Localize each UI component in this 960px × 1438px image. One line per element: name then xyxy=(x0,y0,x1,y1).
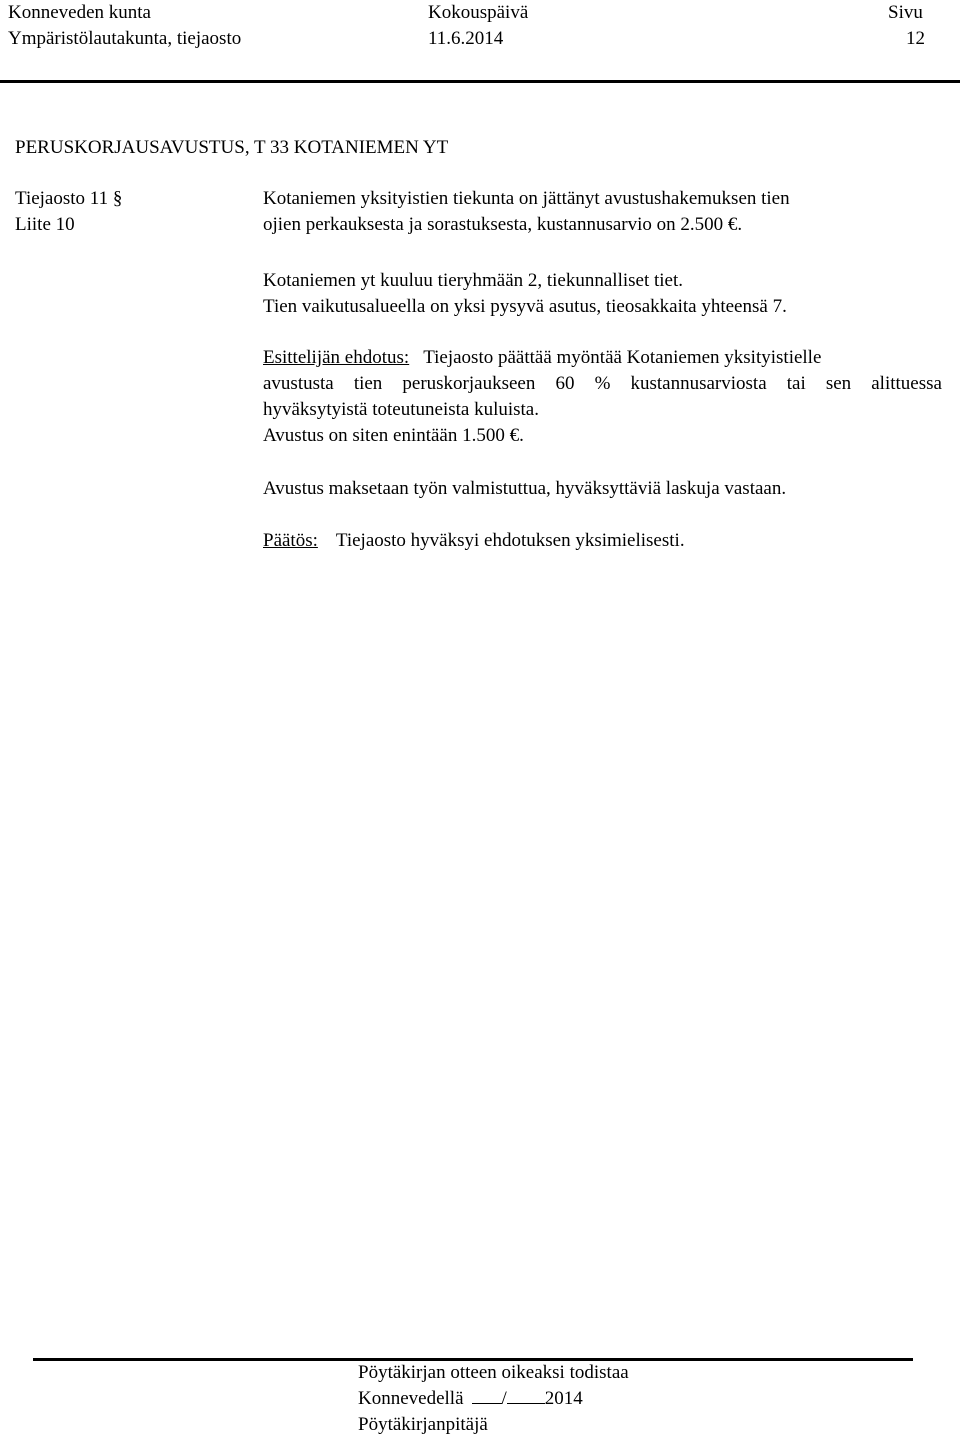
proposal-word: % xyxy=(594,373,611,394)
municipality-name: Konneveden kunta xyxy=(8,2,151,23)
certify-text: Pöytäkirjan otteen oikeaksi todistaa xyxy=(358,1362,629,1383)
paragraph-line: Avustus on siten enintään 1.500 €. xyxy=(263,425,524,446)
section-number: Tiejaosto 11 § xyxy=(15,188,123,209)
proposal-word: sen xyxy=(825,373,852,394)
proposal-text: Tiejaosto päättää myöntää Kotaniemen yksityistielle xyxy=(423,347,822,368)
proposal-word: alittuessa xyxy=(871,373,942,394)
proposal-first-line xyxy=(263,345,942,371)
application-paragraph xyxy=(263,186,790,238)
place-name: Konnevedellä xyxy=(358,1388,464,1409)
header-divider xyxy=(0,80,960,83)
decision-label: Päätös: xyxy=(263,530,318,551)
proposal-label: Esittelijän ehdotus: xyxy=(263,347,410,368)
day-blank xyxy=(472,1387,502,1404)
proposal-word: tai xyxy=(786,373,806,394)
footer-year: 2014 xyxy=(544,1388,583,1409)
payment-paragraph: Avustus maksetaan työn valmistuttua, hyväksyttäviä laskuja vastaan. xyxy=(263,478,787,499)
proposal-word: 60 xyxy=(555,373,575,394)
proposal-paragraph xyxy=(263,345,942,449)
paragraph-line: Tien vaikutusalueella on yksi pysyvä asutus, tieosakkaita yhteensä 7. xyxy=(263,296,787,317)
attachment-number: Liite 10 xyxy=(15,214,75,235)
page-title: PERUSKORJAUSAVUSTUS, T 33 KOTANIEMEN YT xyxy=(15,137,449,158)
paragraph-line: ojien perkauksesta ja sorastuksesta, kustannusarvio on 2.500 €. xyxy=(263,214,743,235)
month-blank xyxy=(507,1387,545,1404)
board-name: Ympäristölautakunta, tiejaosto xyxy=(8,28,242,49)
proposal-word: peruskorjaukseen xyxy=(402,373,536,394)
decision-text: Tiejaosto hyväksyi ehdotuksen yksimielisesti. xyxy=(335,530,685,551)
page-number: 12 xyxy=(906,28,925,49)
road-group-paragraph xyxy=(263,268,787,320)
signer-title: Pöytäkirjanpitäjä xyxy=(358,1414,488,1435)
paragraph-line: Kotaniemen yt kuuluu tieryhmään 2, tiekunnalliset tiet. xyxy=(263,270,684,291)
date-label: Kokouspäivä xyxy=(428,2,529,23)
paragraph-line: Kotaniemen yksityistien tiekunta on jättänyt avustushakemuksen tien xyxy=(263,188,790,209)
proposal-word: kustannusarviosta xyxy=(630,373,767,394)
meeting-date: 11.6.2014 xyxy=(428,28,504,49)
date-separator: / xyxy=(501,1388,507,1409)
paragraph-line: hyväksytyistä toteutuneista kuluista. xyxy=(263,399,539,420)
header-left xyxy=(8,0,241,52)
footer-certification xyxy=(358,1360,629,1438)
proposal-word: tien xyxy=(353,373,383,394)
place-date-line xyxy=(358,1386,629,1412)
header-right xyxy=(888,0,948,52)
page-label: Sivu xyxy=(888,2,923,23)
decision-paragraph xyxy=(263,528,685,554)
proposal-justified-line xyxy=(263,371,942,397)
proposal-word: avustusta xyxy=(263,373,334,394)
header-middle xyxy=(428,0,528,52)
section-sidebar xyxy=(15,186,122,238)
